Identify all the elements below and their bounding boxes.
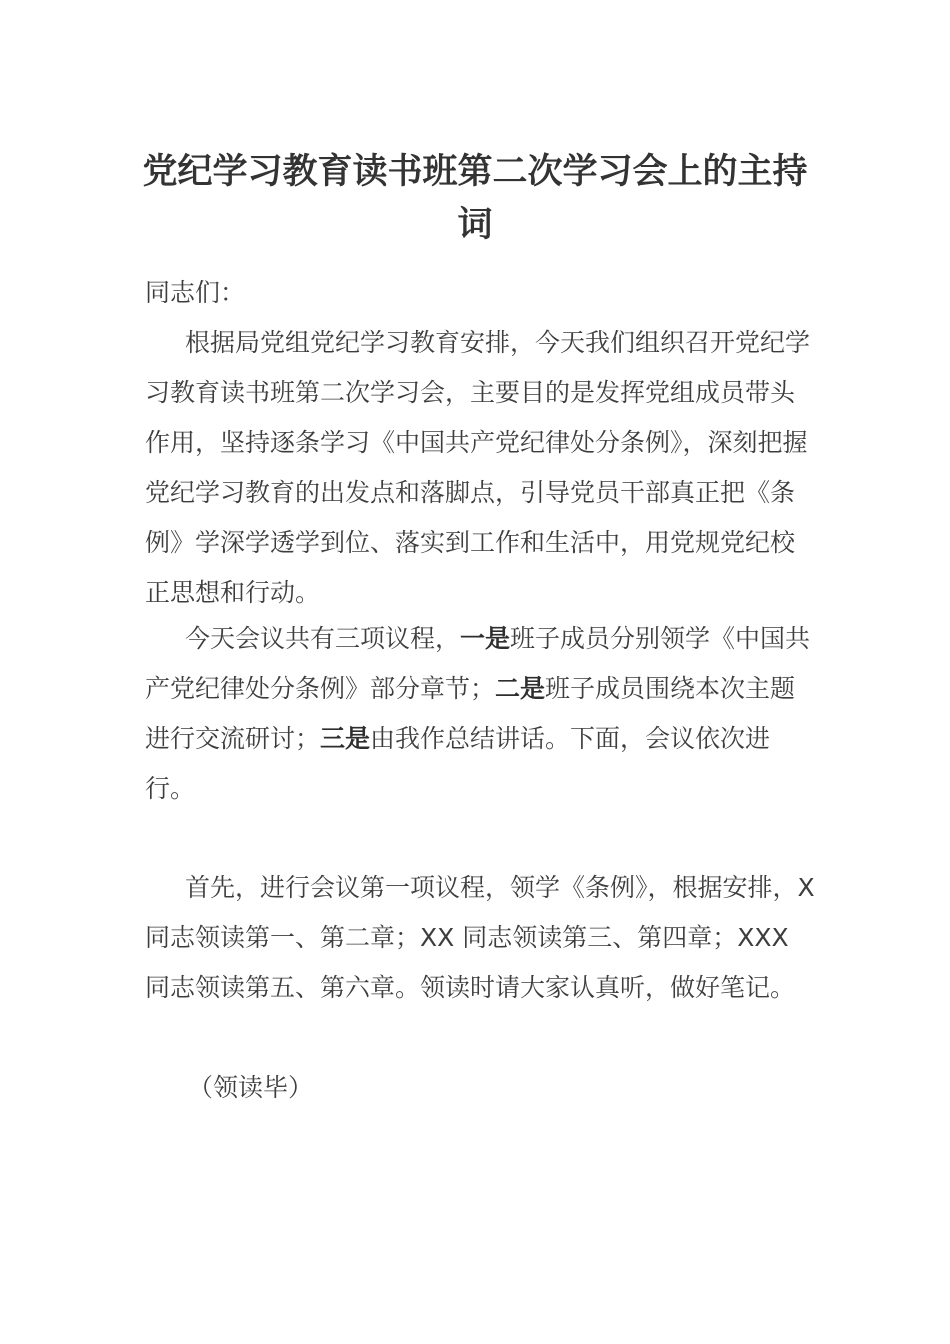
document-title: 党纪学习教育读书班第二次学习会上的主持词 — [142, 152, 808, 245]
paragraph-agenda — [145, 614, 815, 814]
agenda-item-2-label: 二是 — [495, 674, 546, 703]
agenda-intro: 今天会议共有三项议程， — [185, 624, 461, 653]
closing-note: （领读毕） — [188, 1073, 314, 1102]
agenda-item-3-label: 三是 — [320, 724, 371, 753]
agenda-item-1-label: 一是 — [460, 624, 511, 653]
salutation: 同志们： — [145, 278, 246, 307]
paragraph-purpose: 根据局党组党纪学习教育安排，今天我们组织召开党纪学习教育读书班第二次学习会，主要目的是发挥党组成员带头作用，坚持逐条学习《中国共产党纪律处分条例》，深刻把握党纪学习教育的出发点和落脚点，引导党员干部真正把《条例》学深学透学到位、落实到工作和生活中，用党规党纪校正思想和行动。 — [145, 328, 811, 607]
paragraph-first-agenda: 首先，进行会议第一项议程，领学《条例》，根据安排，X 同志领读第一、第二章；XX 同志领读第三、第四章；XXX 同志领读第五、第六章。领读时请大家认真听，做好笔记。 — [145, 873, 815, 1002]
agenda-item-3-text: 由我作总结讲话。下面，会议依次进行。 — [145, 724, 771, 803]
agenda-item-2-text: 班子成员围绕本次主题进行交流研讨； — [145, 674, 796, 753]
agenda-item-1-text: 班子成员分别领学《中国共产党纪律处分条例》部分章节； — [145, 624, 811, 703]
